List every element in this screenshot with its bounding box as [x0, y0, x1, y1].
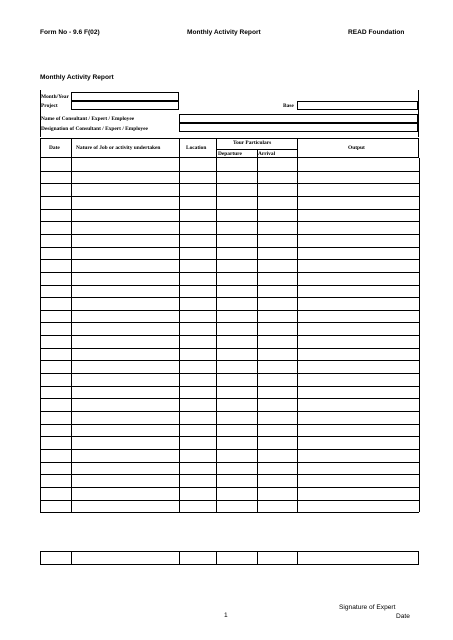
table-cell[interactable]: [40, 449, 71, 462]
table-cell[interactable]: [216, 221, 257, 234]
table-cell[interactable]: [71, 322, 179, 335]
table-cell[interactable]: [179, 411, 216, 424]
table-cell[interactable]: [216, 487, 257, 500]
table-cell[interactable]: [179, 259, 216, 272]
table-cell[interactable]: [297, 221, 419, 234]
table-cell[interactable]: [71, 360, 179, 373]
table-cell[interactable]: [297, 436, 419, 449]
table-cell[interactable]: [297, 310, 419, 323]
table-cell[interactable]: [179, 158, 216, 171]
column-divider: [419, 158, 420, 512]
table-cell[interactable]: [297, 449, 419, 462]
table-cell[interactable]: [71, 259, 179, 272]
table-cell[interactable]: [40, 221, 71, 234]
table-cell[interactable]: [179, 335, 216, 348]
month-year-field[interactable]: [71, 92, 179, 101]
table-cell[interactable]: [179, 234, 216, 247]
table-cell[interactable]: [71, 196, 179, 209]
table-cell[interactable]: [297, 487, 419, 500]
table-cell[interactable]: [179, 272, 216, 285]
report-heading: Monthly Activity Report: [187, 29, 261, 36]
table-cell[interactable]: [257, 196, 297, 209]
signature-label: Signature of Expert: [339, 604, 396, 611]
organization-name: READ Foundation: [348, 29, 405, 36]
table-cell[interactable]: [71, 398, 179, 411]
table-cell[interactable]: [179, 500, 216, 513]
table-cell[interactable]: [216, 247, 257, 260]
table-cell[interactable]: [71, 335, 179, 348]
date-label: Date: [396, 613, 410, 620]
table-cell[interactable]: [71, 424, 179, 437]
table-cell[interactable]: [257, 360, 297, 373]
table-cell[interactable]: [216, 297, 257, 310]
table-cell[interactable]: [216, 209, 257, 222]
project-label: Project: [41, 103, 58, 109]
table-cell[interactable]: [71, 221, 179, 234]
table-cell[interactable]: [297, 234, 419, 247]
header-column-divider: [257, 149, 258, 158]
table-cell[interactable]: [257, 462, 297, 475]
table-cell[interactable]: [40, 272, 71, 285]
table-cell[interactable]: [216, 183, 257, 196]
table-cell[interactable]: [257, 424, 297, 437]
table-cell[interactable]: [257, 322, 297, 335]
table-cell[interactable]: [179, 221, 216, 234]
table-cell[interactable]: [71, 272, 179, 285]
table-cell[interactable]: [216, 462, 257, 475]
nature-column-header: Nature of Job or activity undertaken: [76, 145, 161, 151]
table-cell[interactable]: [71, 474, 179, 487]
table-cell[interactable]: [216, 158, 257, 171]
output-column-header: Output: [348, 145, 365, 151]
table-cell[interactable]: [40, 474, 71, 487]
table-cell[interactable]: [179, 247, 216, 260]
table-cell[interactable]: [257, 272, 297, 285]
table-cell[interactable]: [71, 234, 179, 247]
table-cell[interactable]: [179, 297, 216, 310]
table-cell[interactable]: [257, 474, 297, 487]
section-title: Monthly Activity Report: [40, 74, 114, 81]
table-cell[interactable]: [257, 247, 297, 260]
table-cell[interactable]: [71, 247, 179, 260]
table-cell[interactable]: [71, 411, 179, 424]
table-cell[interactable]: [71, 462, 179, 475]
table-cell[interactable]: [297, 297, 419, 310]
total-cell[interactable]: [179, 551, 216, 565]
table-cell[interactable]: [257, 335, 297, 348]
tour-particulars-header: Tour Particulars: [233, 140, 272, 146]
table-cell[interactable]: [216, 398, 257, 411]
table-cell[interactable]: [257, 259, 297, 272]
table-cell[interactable]: [179, 209, 216, 222]
table-cell[interactable]: [216, 234, 257, 247]
info-right-border: [418, 90, 419, 137]
total-cell[interactable]: [297, 551, 419, 565]
table-cell[interactable]: [71, 209, 179, 222]
table-cell[interactable]: [297, 411, 419, 424]
table-cell[interactable]: [297, 285, 419, 298]
table-cell[interactable]: [71, 183, 179, 196]
table-cell[interactable]: [40, 322, 71, 335]
table-cell[interactable]: [40, 424, 71, 437]
arrival-column-header: Arrival: [258, 151, 276, 157]
table-cell[interactable]: [297, 183, 419, 196]
table-cell[interactable]: [216, 474, 257, 487]
table-cell[interactable]: [257, 500, 297, 513]
base-field[interactable]: [297, 101, 418, 110]
table-cell[interactable]: [257, 209, 297, 222]
table-cell[interactable]: [297, 335, 419, 348]
table-cell[interactable]: [71, 373, 179, 386]
total-cell[interactable]: [216, 551, 257, 565]
table-cell[interactable]: [71, 158, 179, 171]
table-cell[interactable]: [297, 398, 419, 411]
table-cell[interactable]: [40, 285, 71, 298]
table-cell[interactable]: [179, 474, 216, 487]
table-cell[interactable]: [40, 411, 71, 424]
table-cell[interactable]: [216, 322, 257, 335]
table-cell[interactable]: [257, 234, 297, 247]
table-cell[interactable]: [40, 247, 71, 260]
table-cell[interactable]: [71, 348, 179, 361]
table-cell[interactable]: [297, 474, 419, 487]
departure-column-header: Departure: [218, 151, 242, 157]
table-cell[interactable]: [257, 348, 297, 361]
table-cell[interactable]: [179, 360, 216, 373]
table-cell[interactable]: [179, 348, 216, 361]
table-cell[interactable]: [297, 386, 419, 399]
table-cell[interactable]: [40, 158, 71, 171]
table-cell[interactable]: [40, 398, 71, 411]
table-cell[interactable]: [216, 373, 257, 386]
header-column-divider: [71, 138, 72, 158]
table-cell[interactable]: [40, 297, 71, 310]
table-cell[interactable]: [257, 411, 297, 424]
table-cell[interactable]: [257, 221, 297, 234]
total-cell[interactable]: [71, 551, 179, 565]
date-column-header: Date: [49, 145, 60, 151]
table-cell[interactable]: [216, 436, 257, 449]
table-cell[interactable]: [216, 500, 257, 513]
name-field[interactable]: [179, 114, 418, 123]
table-cell[interactable]: [297, 500, 419, 513]
table-cell[interactable]: [216, 196, 257, 209]
table-cell[interactable]: [216, 424, 257, 437]
table-cell[interactable]: [297, 424, 419, 437]
table-cell[interactable]: [71, 297, 179, 310]
page-number: 1: [224, 612, 228, 619]
table-cell[interactable]: [179, 183, 216, 196]
table-cell[interactable]: [257, 171, 297, 184]
table-cell[interactable]: [257, 310, 297, 323]
table-cell[interactable]: [216, 310, 257, 323]
table-cell[interactable]: [40, 462, 71, 475]
table-cell[interactable]: [40, 348, 71, 361]
designation-field[interactable]: [179, 123, 418, 132]
form-number: Form No - 9.6 F(02): [40, 29, 100, 36]
table-cell[interactable]: [179, 398, 216, 411]
table-cell[interactable]: [297, 373, 419, 386]
table-cell[interactable]: [71, 449, 179, 462]
table-cell[interactable]: [297, 247, 419, 260]
table-cell[interactable]: [40, 171, 71, 184]
table-cell[interactable]: [257, 158, 297, 171]
table-cell[interactable]: [257, 297, 297, 310]
table-cell[interactable]: [40, 335, 71, 348]
total-cell[interactable]: [257, 551, 297, 565]
table-cell[interactable]: [40, 360, 71, 373]
table-cell[interactable]: [257, 398, 297, 411]
table-cell[interactable]: [216, 411, 257, 424]
table-cell[interactable]: [297, 462, 419, 475]
header-column-divider: [216, 138, 217, 158]
table-cell[interactable]: [216, 171, 257, 184]
table-cell[interactable]: [179, 373, 216, 386]
table-cell[interactable]: [179, 487, 216, 500]
table-cell[interactable]: [216, 285, 257, 298]
table-cell[interactable]: [40, 386, 71, 399]
base-label: Base: [283, 103, 294, 109]
table-cell[interactable]: [216, 348, 257, 361]
table-cell[interactable]: [71, 171, 179, 184]
table-cell[interactable]: [216, 259, 257, 272]
table-cell[interactable]: [257, 436, 297, 449]
table-cell[interactable]: [179, 310, 216, 323]
name-label: Name of Consultant / Expert / Employee: [41, 116, 135, 122]
table-cell[interactable]: [216, 449, 257, 462]
table-cell[interactable]: [40, 500, 71, 513]
table-cell[interactable]: [257, 183, 297, 196]
table-cell[interactable]: [40, 234, 71, 247]
table-cell[interactable]: [297, 259, 419, 272]
table-cell[interactable]: [71, 285, 179, 298]
table-cell[interactable]: [216, 360, 257, 373]
table-cell[interactable]: [179, 462, 216, 475]
table-cell[interactable]: [297, 348, 419, 361]
table-cell[interactable]: [179, 424, 216, 437]
table-cell[interactable]: [297, 158, 419, 171]
table-cell[interactable]: [71, 386, 179, 399]
table-cell[interactable]: [40, 487, 71, 500]
table-cell[interactable]: [71, 310, 179, 323]
total-cell[interactable]: [40, 551, 71, 565]
designation-label: Designation of Consultant / Expert / Employee: [41, 126, 148, 132]
table-cell[interactable]: [216, 335, 257, 348]
month-year-label: Month/Year: [41, 94, 69, 100]
project-field[interactable]: [71, 101, 179, 110]
table-cell[interactable]: [297, 360, 419, 373]
table-cell[interactable]: [257, 285, 297, 298]
table-cell[interactable]: [71, 436, 179, 449]
table-cell[interactable]: [179, 436, 216, 449]
table-cell[interactable]: [179, 285, 216, 298]
table-cell[interactable]: [297, 272, 419, 285]
header-column-divider: [179, 138, 180, 158]
table-cell[interactable]: [40, 183, 71, 196]
table-cell[interactable]: [297, 196, 419, 209]
table-row: [40, 512, 419, 513]
table-cell[interactable]: [257, 373, 297, 386]
table-cell[interactable]: [71, 487, 179, 500]
table-cell[interactable]: [71, 500, 179, 513]
table-cell[interactable]: [297, 171, 419, 184]
table-cell[interactable]: [40, 259, 71, 272]
header-column-divider: [297, 138, 298, 158]
table-cell[interactable]: [40, 310, 71, 323]
table-cell[interactable]: [40, 196, 71, 209]
table-cell[interactable]: [40, 373, 71, 386]
table-cell[interactable]: [216, 272, 257, 285]
table-cell[interactable]: [257, 487, 297, 500]
table-cell[interactable]: [257, 386, 297, 399]
table-cell[interactable]: [179, 449, 216, 462]
table-cell[interactable]: [297, 209, 419, 222]
location-column-header: Location: [186, 145, 207, 151]
table-cell[interactable]: [216, 386, 257, 399]
table-cell[interactable]: [179, 322, 216, 335]
table-cell[interactable]: [179, 386, 216, 399]
table-cell[interactable]: [297, 322, 419, 335]
table-cell[interactable]: [179, 171, 216, 184]
table-cell[interactable]: [179, 196, 216, 209]
table-cell[interactable]: [40, 436, 71, 449]
table-cell[interactable]: [257, 449, 297, 462]
table-cell[interactable]: [40, 209, 71, 222]
